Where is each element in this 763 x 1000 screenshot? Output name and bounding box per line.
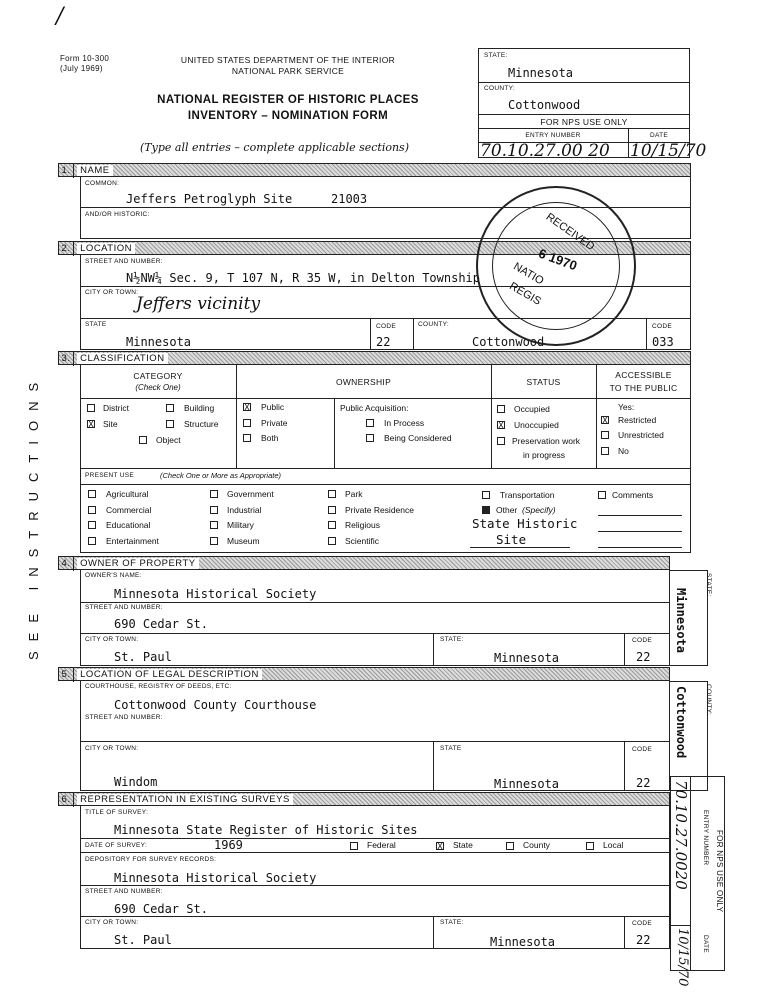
ownership-label: OWNERSHIP	[335, 377, 392, 387]
nps-use-label: FOR NPS USE ONLY	[540, 117, 628, 127]
street-value: N½NW¼ Sec. 9, T 107 N, R 35 W, in Delton Township	[126, 271, 481, 285]
industrial-checkbox[interactable]	[210, 506, 218, 514]
owner-code-label: CODE	[632, 637, 652, 644]
local-checkbox[interactable]	[586, 842, 594, 850]
federal-checkbox[interactable]	[350, 842, 358, 850]
status-label: STATUS	[526, 377, 561, 387]
unoccupied-label: Unoccupied	[514, 420, 559, 430]
county-label: COUNTY:	[418, 321, 449, 328]
unrestricted-label: Unrestricted	[618, 430, 664, 440]
structure-label: Structure	[184, 419, 219, 429]
owner-name: Minnesota Historical Society	[114, 587, 317, 601]
present-use-label: PRESENT USE	[85, 472, 135, 479]
historic-label: AND/OR HISTORIC:	[85, 211, 150, 218]
city-value: Jeffers vicinity	[136, 294, 261, 314]
accessible-label-2: TO THE PUBLIC	[609, 383, 678, 393]
common-name: Jeffers Petroglyph Site	[126, 192, 293, 206]
nps-side-date-label: DATE	[702, 935, 709, 954]
legal-street-label: STREET AND NUMBER:	[85, 714, 163, 721]
section-1-header	[58, 163, 691, 177]
survey-title: Minnesota State Register of Historic Sites	[114, 823, 418, 837]
owner-street: 690 Cedar St.	[114, 617, 208, 631]
section-6-title: REPRESENTATION IN EXISTING SURVEYS	[77, 794, 293, 805]
courthouse-value: Cottonwood County Courthouse	[114, 698, 317, 712]
form-number: Form 10-300	[60, 54, 110, 63]
no-label: No	[618, 446, 629, 456]
section-5-title: LOCATION OF LEGAL DESCRIPTION	[77, 669, 262, 680]
survey-city-label: CITY OR TOWN:	[85, 919, 139, 926]
in-process-label: In Process	[384, 418, 425, 428]
owner-code: 22	[636, 650, 651, 664]
common-label: COMMON:	[85, 180, 120, 187]
no-checkbox[interactable]	[601, 447, 609, 455]
owner-side-label: STATE:	[705, 573, 712, 597]
educational-checkbox[interactable]	[88, 521, 96, 529]
header-state-label: STATE:	[484, 52, 508, 59]
unrestricted-checkbox[interactable]	[601, 431, 609, 439]
legal-code: 22	[636, 776, 651, 790]
survey-state-label: STATE:	[440, 919, 464, 926]
state-code-label: CODE	[376, 323, 396, 330]
owner-city: St. Paul	[114, 650, 172, 664]
legal-state-label: STATE	[440, 745, 462, 752]
entertainment-label: Entertainment	[106, 536, 159, 546]
other-value-2: Site	[496, 532, 527, 547]
object-label: Object	[156, 435, 181, 445]
owner-city-label: CITY OR TOWN:	[85, 636, 139, 643]
section-2-title: LOCATION	[77, 243, 135, 254]
yes-label: Yes:	[618, 402, 635, 412]
park-label: Park	[345, 489, 363, 499]
both-checkbox[interactable]	[243, 434, 251, 442]
county-value: Cottonwood	[472, 335, 545, 349]
other-label: Other	[496, 505, 518, 515]
object-checkbox[interactable]	[139, 436, 147, 444]
section-2-number: 2.	[59, 242, 74, 256]
section-6-header	[58, 792, 670, 806]
depository-label: DEPOSITORY FOR SURVEY RECORDS:	[85, 856, 217, 863]
section-3-number: 3.	[59, 352, 74, 366]
legal-state: Minnesota	[494, 777, 560, 791]
received-stamp	[476, 186, 636, 346]
see-instructions: SEE INSTRUCTIONS	[26, 372, 41, 660]
state-label: STATE	[85, 321, 107, 328]
preservation-label-2: in progress	[523, 450, 566, 460]
depository-value: Minnesota Historical Society	[114, 871, 317, 885]
survey-street: 690 Cedar St.	[114, 902, 208, 916]
category-label: CATEGORY	[133, 371, 183, 381]
commercial-label: Commercial	[106, 505, 152, 515]
federal-label: Federal	[367, 840, 396, 850]
legal-city-label: CITY OR TOWN:	[85, 745, 139, 752]
private-checkbox[interactable]	[243, 419, 251, 427]
being-considered-checkbox[interactable]	[366, 434, 374, 442]
section-3-title: CLASSIFICATION	[77, 353, 167, 364]
city-label: CITY OR TOWN:	[85, 289, 139, 296]
entry-date: 10/15/70	[630, 141, 707, 161]
section-3-header	[58, 351, 691, 365]
building-label: Building	[184, 403, 215, 413]
public-acquisition-label: Public Acquisition:	[340, 403, 409, 413]
government-label: Government	[227, 489, 274, 499]
museum-checkbox[interactable]	[210, 537, 218, 545]
courthouse-label: COURTHOUSE, REGISTRY OF DEEDS, ETC:	[85, 683, 232, 690]
owner-state: Minnesota	[494, 651, 560, 665]
stamp-received: RECEIVED	[543, 210, 597, 254]
accessible-label-1: ACCESSIBLE	[615, 370, 672, 380]
section-5-number: 5.	[59, 668, 74, 682]
survey-city: St. Paul	[114, 933, 172, 947]
restricted-label: Restricted	[618, 415, 657, 425]
scientific-checkbox[interactable]	[328, 537, 336, 545]
structure-checkbox[interactable]	[166, 420, 174, 428]
entertainment-checkbox[interactable]	[88, 537, 96, 545]
government-checkbox[interactable]	[210, 490, 218, 498]
section-4-header	[58, 556, 670, 570]
scientific-label: Scientific	[345, 536, 380, 546]
owner-side-value: Minnesota	[674, 588, 688, 654]
state-survey-checkbox[interactable]: X	[437, 842, 443, 851]
owner-state-label: STATE:	[440, 636, 464, 643]
preservation-label-1: Preservation work	[512, 436, 581, 446]
street-label: STREET AND NUMBER:	[85, 258, 163, 265]
legal-side-label: COUNTY:	[705, 684, 712, 715]
entry-number-label: ENTRY NUMBER	[525, 132, 581, 139]
occupied-checkbox[interactable]	[497, 405, 505, 413]
nps-side-date: 10/15/70	[675, 928, 690, 987]
religious-label: Religious	[345, 520, 380, 530]
museum-label: Museum	[227, 536, 260, 546]
comments-checkbox[interactable]	[598, 491, 606, 499]
department: UNITED STATES DEPARTMENT OF THE INTERIOR	[180, 55, 396, 65]
county-code-label: CODE	[652, 323, 672, 330]
state-value: Minnesota	[126, 335, 192, 349]
legal-city: Windom	[114, 775, 158, 789]
state-survey-label: State	[453, 840, 473, 850]
educational-label: Educational	[106, 520, 151, 530]
commercial-checkbox[interactable]	[88, 506, 96, 514]
other-value-1: State Historic	[472, 516, 578, 531]
site-label: Site	[103, 419, 118, 429]
survey-code: 22	[636, 933, 651, 947]
nps-side-use-only: FOR NPS USE ONLY	[715, 830, 724, 913]
county-code: 033	[652, 335, 674, 349]
transportation-checkbox[interactable]	[482, 491, 490, 499]
stamp-date: 6 1970	[536, 245, 580, 274]
section-5-header	[58, 667, 670, 681]
form-title-1: NATIONAL REGISTER OF HISTORIC PLACES	[157, 94, 419, 106]
form-date: (July 1969)	[60, 64, 103, 73]
building-checkbox[interactable]	[166, 404, 174, 412]
county-survey-checkbox[interactable]	[506, 842, 514, 850]
section-1-number: 1.	[59, 164, 74, 178]
restricted-checkbox[interactable]: X	[602, 416, 608, 425]
both-label: Both	[261, 433, 279, 443]
common-code: 21003	[331, 192, 368, 206]
private-residence-label: Private Residence	[345, 505, 414, 515]
public-label: Public	[261, 402, 285, 412]
header-state: Minnesota	[508, 66, 574, 80]
section-6-number: 6.	[59, 793, 74, 807]
park-checkbox[interactable]	[328, 490, 336, 498]
transportation-label: Transportation	[500, 490, 555, 500]
section-4-title: OWNER OF PROPERTY	[77, 558, 198, 569]
stamp-regis: REGIS	[507, 280, 543, 308]
check-one: (Check One)	[135, 383, 181, 392]
private-label: Private	[261, 418, 288, 428]
corner-mark: /	[56, 4, 64, 29]
local-label: Local	[603, 840, 624, 850]
being-considered-label: Being Considered	[384, 433, 452, 443]
survey-street-label: STREET AND NUMBER:	[85, 888, 163, 895]
public-checkbox[interactable]: X	[244, 403, 250, 412]
survey-title-label: TITLE OF SURVEY:	[85, 809, 149, 816]
survey-state: Minnesota	[490, 935, 556, 949]
military-checkbox[interactable]	[210, 521, 218, 529]
other-specify-label: (Specify)	[522, 505, 556, 515]
county-survey-label: County	[523, 840, 550, 850]
agricultural-checkbox[interactable]	[88, 490, 96, 498]
occupied-label: Occupied	[514, 404, 550, 414]
section-1-title: NAME	[77, 165, 112, 176]
survey-code-label: CODE	[632, 920, 652, 927]
service: NATIONAL PARK SERVICE	[231, 66, 345, 76]
header-county: Cottonwood	[508, 98, 581, 112]
header-county-label: COUNTY:	[484, 85, 515, 92]
present-use-note: (Check One or More as Appropriate)	[160, 471, 282, 480]
legal-side-value: Cottonwood	[674, 686, 688, 759]
preservation-checkbox[interactable]	[497, 437, 505, 445]
entry-number: 70.10.27.00 20	[480, 141, 610, 161]
military-label: Military	[227, 520, 254, 530]
state-code: 22	[376, 335, 391, 349]
nps-side-entry-label: ENTRY NUMBER	[702, 810, 709, 866]
instructions: (Type all entries – complete applicable sections)	[140, 141, 409, 154]
nps-side-entry: 70.10.27.0020	[672, 780, 690, 890]
agricultural-label: Agricultural	[106, 489, 149, 499]
district-checkbox[interactable]	[87, 404, 95, 412]
district-label: District	[103, 403, 129, 413]
other-checkbox[interactable]	[482, 506, 490, 514]
date-label: DATE	[649, 132, 669, 139]
legal-code-label: CODE	[632, 746, 652, 753]
religious-checkbox[interactable]	[328, 521, 336, 529]
comments-label: Comments	[612, 490, 654, 500]
industrial-label: Industrial	[227, 505, 262, 515]
form-title-2: INVENTORY – NOMINATION FORM	[187, 110, 389, 122]
site-checkbox[interactable]: X	[88, 420, 94, 429]
owner-name-label: OWNER'S NAME:	[85, 572, 142, 579]
private-residence-checkbox[interactable]	[328, 506, 336, 514]
section-4-number: 4.	[59, 557, 74, 571]
owner-street-label: STREET AND NUMBER:	[85, 604, 163, 611]
survey-date: 1969	[214, 838, 243, 852]
in-process-checkbox[interactable]	[366, 419, 374, 427]
stamp-natio: NATIO	[511, 260, 546, 288]
unoccupied-checkbox[interactable]: X	[498, 421, 504, 430]
survey-date-label: DATE OF SURVEY:	[85, 842, 148, 849]
